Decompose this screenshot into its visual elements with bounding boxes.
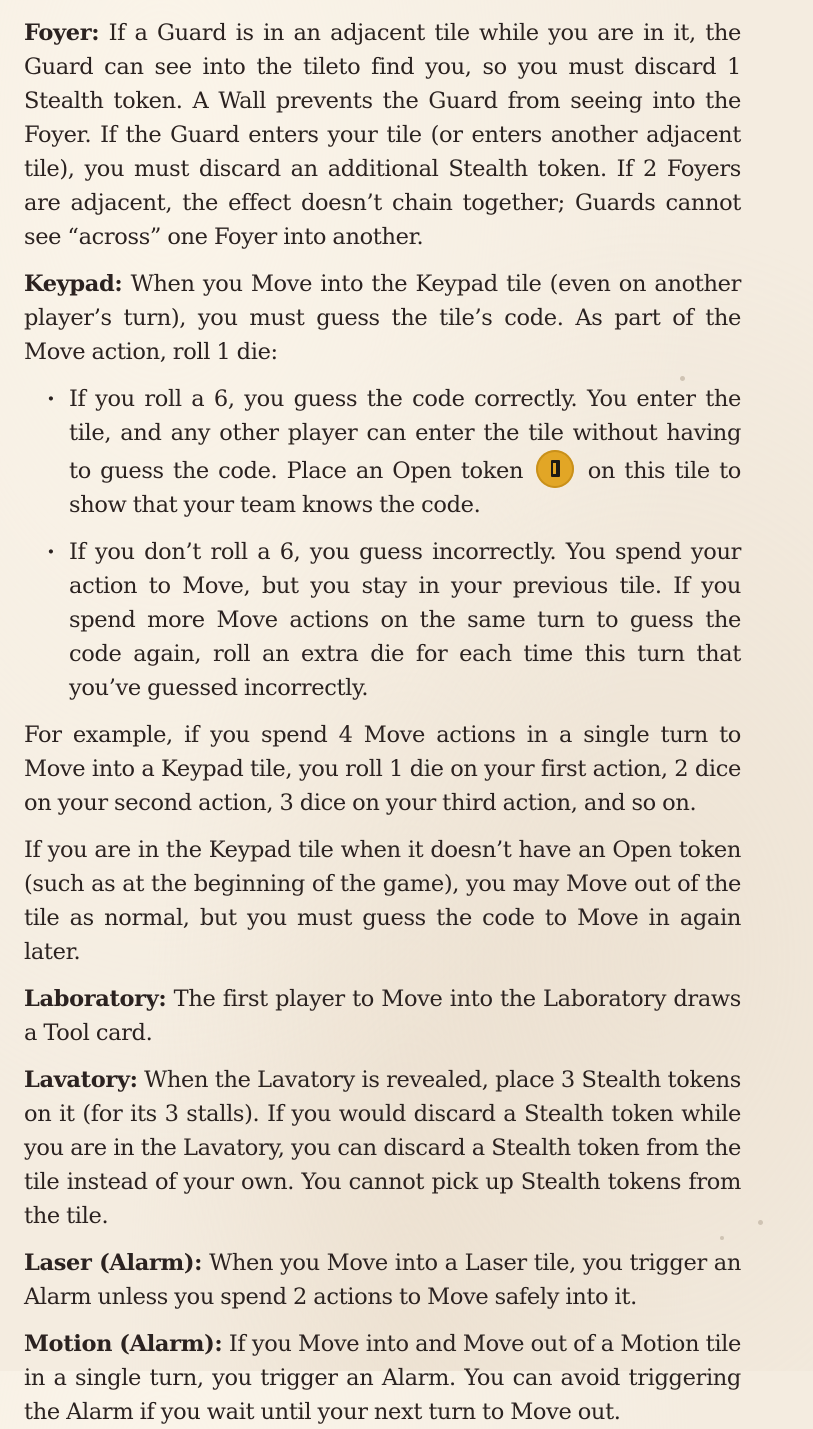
keypad-note: If you are in the Keypad tile when it doesn’t have an Open token (such as at the beginning of the game), you may Move out of the tile as normal, but you must guess the code to Move in again later. <box>24 837 741 965</box>
keypad-bullet-roll-six-text: If you roll a 6, you guess the code correctly. You enter the tile, and any other player can enter the tile without having to guess the code. Place an Open token <box>69 386 741 484</box>
laboratory-text: The first player to Move into the Laboratory draws a Tool card. <box>24 986 741 1046</box>
lavatory-entry <box>24 1063 741 1233</box>
keypad-term: Keypad: <box>24 271 123 297</box>
motion-entry <box>24 1327 741 1429</box>
laser-entry <box>24 1246 741 1314</box>
motion-text: If you Move into and Move out of a Motion tile in a single turn, you trigger an Alarm. You can avoid triggering the Alarm if you wait until your next turn to Move out. <box>24 1331 741 1425</box>
open-door-token-icon <box>536 450 574 488</box>
keypad-bullet-roll-other <box>69 535 741 705</box>
keypad-example: For example, if you spend 4 Move actions in a single turn to Move into a Keypad tile, you roll 1 die on your first action, 2 dice on your second action, 3 dice on your third action, and so on. <box>24 722 741 816</box>
laboratory-entry <box>24 982 741 1050</box>
paper-speck <box>758 1220 763 1225</box>
keypad-entry <box>24 267 741 369</box>
keypad-bullet-roll-other-text: If you don’t roll a 6, you guess incorrectly. You spend your action to Move, but you stay in your previous tile. If you spend more Move actions on the same turn to guess the code again, roll an extra die for each time this turn that you’ve guessed incorrectly. <box>69 539 741 701</box>
keypad-text: When you Move into the Keypad tile (even on another player’s turn), you must guess the tile’s code. As part of the Move action, roll 1 die: <box>24 271 741 365</box>
laser-term: Laser (Alarm): <box>24 1250 203 1276</box>
keypad-bullet-list <box>24 382 741 705</box>
laboratory-term: Laboratory: <box>24 986 167 1012</box>
keypad-bullet-roll-six-text-after: on this tile to show that your team knows the code. <box>69 458 741 518</box>
foyer-text: If a Guard is in an adjacent tile while you are in it, the Guard can see into the tileto find you, so you must discard 1 Stealth token. A Wall prevents the Guard from seeing into the Foyer. If the Guard enters your tile (or enters another adjacent tile), you must discard an additional Stealth token. If 2 Foyers are adjacent, the effect doesn’t chain together; Guards cannot see “across” one Foyer into another. <box>24 20 741 250</box>
lavatory-term: Lavatory: <box>24 1067 138 1093</box>
paper-speck <box>680 376 685 381</box>
motion-term: Motion (Alarm): <box>24 1331 223 1357</box>
paper-speck <box>720 1236 724 1240</box>
laser-text: When you Move into a Laser tile, you trigger an Alarm unless you spend 2 actions to Move safely into it. <box>24 1250 741 1310</box>
foyer-entry <box>24 16 741 254</box>
foyer-term: Foyer: <box>24 20 100 46</box>
lavatory-text: When the Lavatory is revealed, place 3 Stealth tokens on it (for its 3 stalls). If you would discard a Stealth token while you are in the Lavatory, you can discard a Stealth token from the tile instead of your own. You cannot pick up Stealth tokens from the tile. <box>24 1067 741 1229</box>
keypad-bullet-roll-six <box>69 382 741 522</box>
